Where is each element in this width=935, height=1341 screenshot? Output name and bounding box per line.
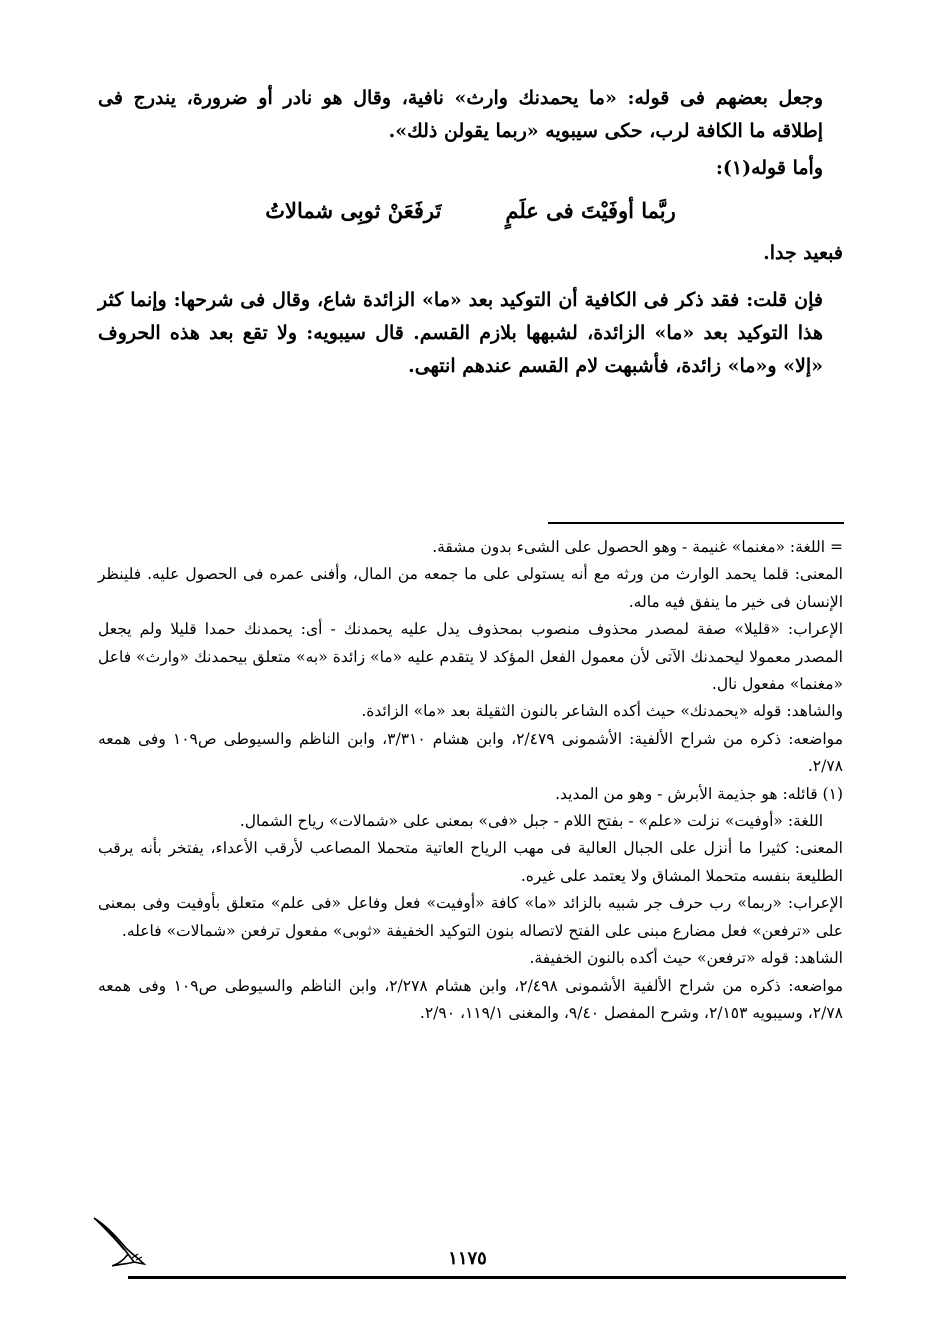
paragraph-4: فإن قلت: فقد ذكر فى الكافية أن التوكيد بعد «ما» الزائدة شاع، وقال فى شرحها: وإنما كثر هذا التوكيد بعد «ما» الزائدة، لشبهها بلازم القسم. قال سيبويه: ولا تقع بعد هذه الحروف «إلا» و«ما» زائدة، فأشبهت لام القسم عندهم انتهى. bbox=[98, 289, 823, 377]
page-number: ١١٧٥ bbox=[448, 1248, 487, 1269]
footnote-line: المعنى: كثيرا ما أنزل على الجبال العالية فى مهب الرياح العاتية متحملا المصاعب لأرقب الأعداء، يفتخر بأنه يرقب الطليعة بنفسه متحملا المشاق ولا يعتمد على غيره. bbox=[98, 839, 843, 885]
footnote-line: المعنى: قلما يحمد الوارث من ورثه مع أنه يستولى على ما جمعه من المال، وأفنى عمره فى الحصول عليه. فلينظر الإنسان فى خير ما ينفق فيه ماله. bbox=[98, 565, 843, 611]
bottom-rule bbox=[128, 1276, 846, 1279]
footnote-line: مواضعه: ذكره من شراح الألفية الأشمونى ٢/٤٩٨، وابن هشام ٢/٢٧٨، وابن الناظم والسيوطى ص١٠٩ وفى همعه ٢/٧٨، وسيبويه ٢/١٥٣، وشرح المفصل ٩/٤٠، والمغنى ١١٩/١، ٢/٩٠. bbox=[98, 976, 844, 1022]
footnote-line: مواضعه: ذكره من شراح الألفية: الأشمونى ٢/٤٧٩، وابن هشام ٣/٣١٠، وابن الناظم والسيوطى ص١٠٩ وفى همعه ٢/٧٨. bbox=[98, 729, 843, 776]
footnote-line: = اللغة: «مغنما» غنيمة - وهو الحصول على الشىء بدون مشقة. bbox=[432, 538, 843, 556]
quill-ornament-icon bbox=[88, 1214, 150, 1268]
paragraph-2: وأما قوله(١): bbox=[715, 157, 823, 179]
footnote-line: الإعراب: «ربما» رب حرف جر شبيه بالزائد «ما» كافة «أوفيت» فعل وفاعل «فى علم» متعلق بأوفيت وفى بمعنى على «ترفعن» فعل مضارع مبنى على الفتح لاتصاله بنون التوكيد الخفيفة «ثوبى» مفعول ترفعن «شمالات» فاعله. bbox=[98, 894, 843, 940]
footnote-line: (١) قائله: هو جذيمة الأبرش - وهو من المديد. bbox=[555, 784, 843, 803]
verse-first-hemistich: ربَّما أوفَيْتَ فى علَمٍ bbox=[505, 198, 676, 223]
footnote-line: اللغة: «أوفيت» نزلت «علم» - بفتح اللام - جبل «فى» بمعنى على «شمالات» رياح الشمال. bbox=[239, 812, 823, 831]
main-text bbox=[98, 82, 843, 383]
footnote-line: والشاهد: قوله «يحمدنك» حيث أكده الشاعر بالنون الثقيلة بعد «ما» الزائدة. bbox=[361, 702, 843, 721]
footnote-divider bbox=[548, 522, 844, 524]
footnotes bbox=[98, 534, 843, 1027]
paragraph-3: فبعيد جدا. bbox=[763, 242, 843, 264]
poetry-verse bbox=[98, 191, 843, 231]
footnote-line: الإعراب: «قليلا» صفة لمصدر محذوف منصوب بمحذوف يدل عليه يحمدنك - أى: يحمدنك حمدا قليلا ولم يجعل المصدر معمولا ليحمدنك الآتى لأن معمول الفعل المؤكد لا يتقدم عليه «ما» زائدة «به» متعلق بيحمدنك «وارث» فاعل «مغنما» مفعول نال. bbox=[98, 620, 843, 694]
verse-second-hemistich: تَرفَعَنْ ثوبِى شمالاتُ bbox=[265, 198, 442, 223]
paragraph-1: وجعل بعضهم فى قوله: «ما يحمدنك وارث» نافية، وقال هو نادر أو ضرورة، يندرج فى إطلاقه ما الكافة لرب، حكى سيبويه «ربما يقولن ذلك». bbox=[98, 87, 823, 142]
footnote-line: الشاهد: قوله «ترفعن» حيث أكده بالنون الخفيفة. bbox=[529, 949, 843, 968]
